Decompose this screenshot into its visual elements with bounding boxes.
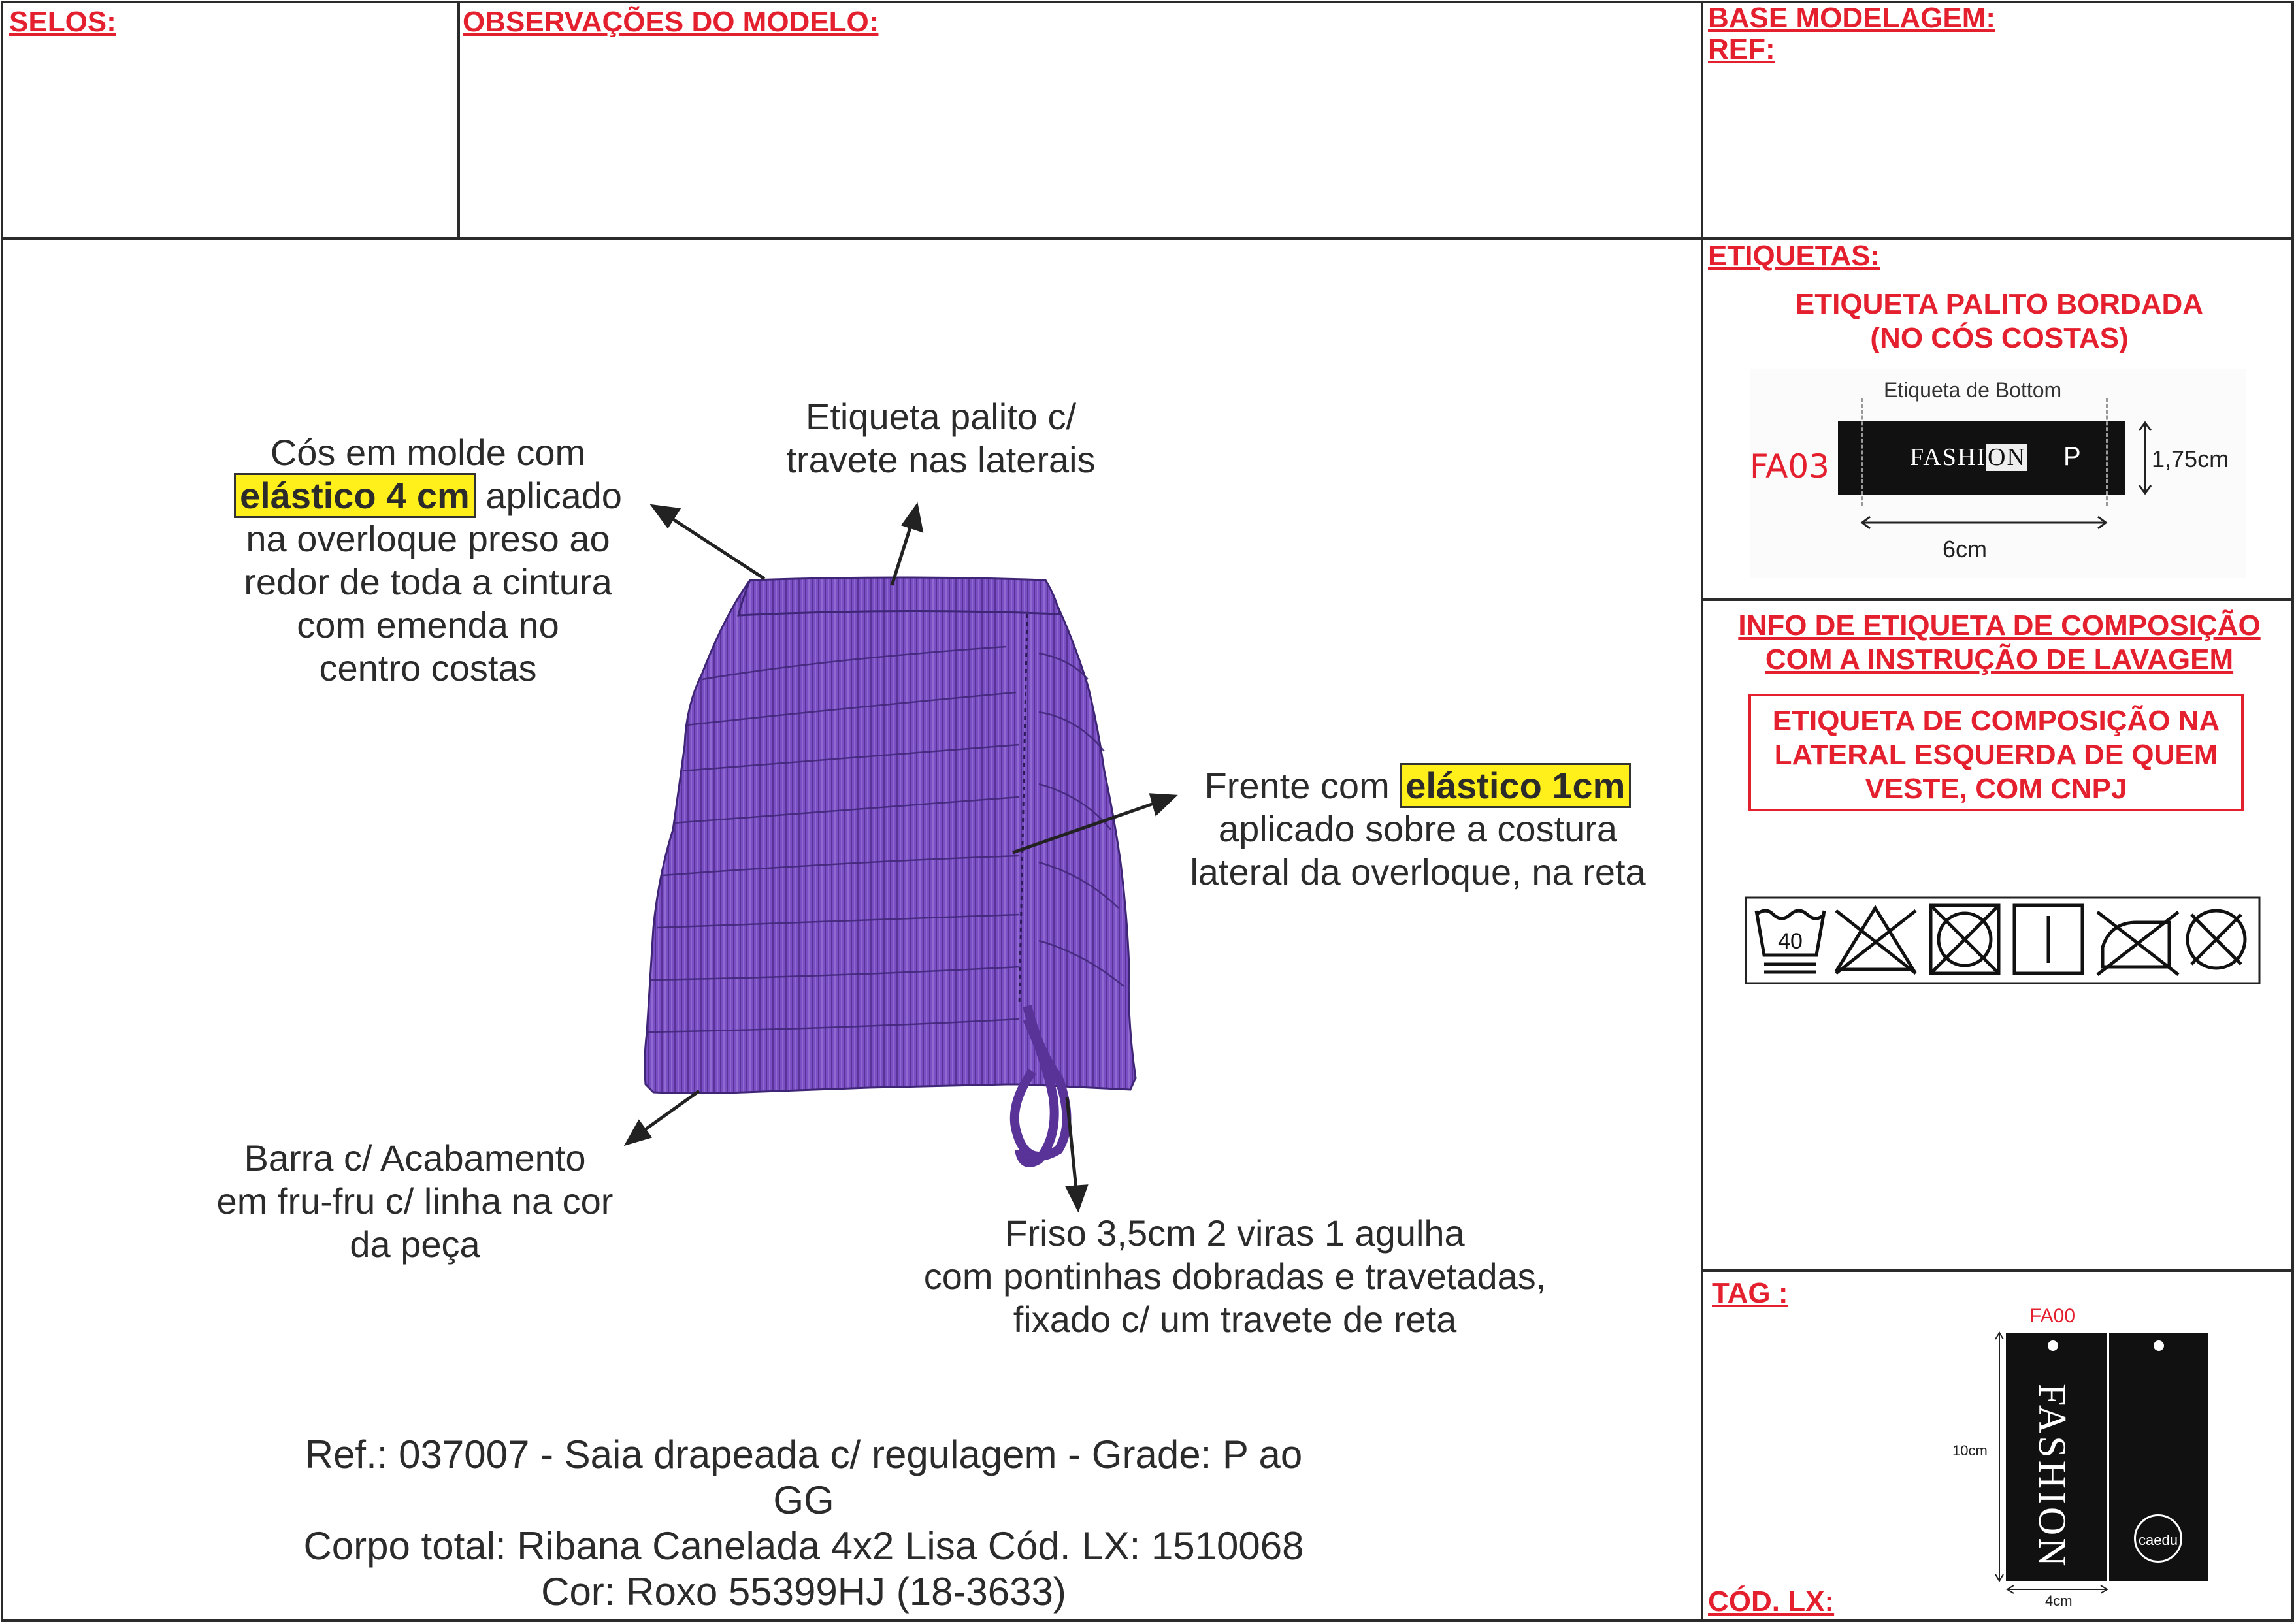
etiquetas-header: ETIQUETAS: — [1708, 240, 1880, 272]
frente-line-3: lateral da overloque, na reta — [1190, 851, 1646, 892]
barra-line-1: Barra c/ Acabamento — [244, 1137, 586, 1178]
frente-highlight: elástico 1cm — [1400, 763, 1631, 808]
ref-header: REF: — [1708, 33, 1775, 65]
frente-annotation — [1170, 764, 1666, 894]
cos-line-2-rest: aplicado — [475, 475, 622, 516]
etiqueta-dimension-arrows — [1750, 369, 2246, 578]
friso-line-3: fixado c/ um travete de reta — [1013, 1299, 1457, 1340]
etiqueta-palito-drawing — [1750, 369, 2246, 578]
wash-temp-label: 40 — [1778, 929, 1803, 954]
tag-width-label: 4cm — [2045, 1593, 2073, 1609]
frente-line-1-pre: Frente com — [1204, 765, 1400, 806]
etiqueta-palito-title — [1705, 287, 2293, 355]
selos-header: SELOS: — [9, 6, 116, 38]
info-composicao-header — [1705, 609, 2293, 677]
tag-height-label: 10cm — [1952, 1442, 1988, 1459]
skirt-waistband — [738, 577, 1060, 615]
composicao-box-line-2: LATERAL ESQUERDA DE QUEM — [1774, 739, 2218, 771]
cos-annotation — [196, 431, 660, 690]
tag-hole-back — [2154, 1340, 2164, 1351]
etiqueta-code: FA03 — [1750, 447, 1829, 485]
etiqueta-brand-b: ON — [1988, 444, 2026, 471]
etiqueta-annotation-line-1: Etiqueta palito c/ — [805, 396, 1077, 437]
frente-line-1 — [1170, 764, 1666, 807]
composicao-box — [1748, 694, 2244, 811]
base-modelagem-header: BASE MODELAGEM: — [1708, 2, 1995, 34]
cos-line-6: centro costas — [319, 647, 537, 689]
info-composicao-line-1: INFO DE ETIQUETA DE COMPOSIÇÃO — [1738, 609, 2261, 641]
care-symbols-strip — [1745, 896, 2261, 984]
etiqueta-height-label: 1,75cm — [2152, 446, 2229, 472]
frente-line-2: aplicado sobre a costura — [1218, 808, 1618, 849]
composicao-box-line-1: ETIQUETA DE COMPOSIÇÃO NA — [1772, 705, 2220, 737]
cos-line-5: com emenda no — [297, 604, 559, 645]
reference-line-1: Ref.: 037007 - Saia drapeada c/ regulagem - Grade: P ao GG — [304, 1433, 1303, 1522]
etiqueta-size: P — [2063, 442, 2081, 471]
etiqueta-annotation — [771, 395, 1111, 481]
reference-line-3: Cor: Roxo 55399HJ (18-3633) — [541, 1570, 1066, 1614]
etiqueta-palito-title-line: ETIQUETA PALITO BORDADA — [1795, 288, 2204, 320]
etiqueta-width-label: 6cm — [1943, 536, 1988, 562]
tag-logo: caedu — [2134, 1514, 2182, 1563]
observacoes-header: OBSERVAÇÕES DO MODELO: — [463, 6, 879, 38]
tag-dimension-arrows — [1986, 1326, 2117, 1600]
etiqueta-palito-subtitle-line: (NO CÓS COSTAS) — [1870, 322, 2129, 354]
reference-block — [274, 1432, 1333, 1615]
tag-back — [2109, 1333, 2208, 1581]
reference-line-2: Corpo total: Ribana Canelada 4x2 Lisa Cód. LX: 1510068 — [303, 1524, 1304, 1568]
barra-line-3: da peça — [350, 1224, 480, 1265]
info-composicao-line-2: COM A INSTRUÇÃO DE LAVAGEM — [1765, 643, 2234, 675]
cos-line-4: redor de toda a cintura — [244, 561, 612, 602]
friso-line-2: com pontinhas dobradas e travetadas, — [923, 1256, 1547, 1297]
tag-brand: FASHION — [2031, 1384, 2074, 1569]
friso-annotation — [889, 1212, 1581, 1341]
tag-header: TAG : — [1712, 1277, 1788, 1309]
cos-line-3: na overloque preso ao — [246, 518, 610, 559]
barra-line-2: em fru-fru c/ linha na cor — [216, 1180, 614, 1222]
cos-line-1: Cós em molde com — [270, 432, 586, 473]
barra-annotation — [183, 1137, 647, 1266]
tag-code: FA00 — [2029, 1305, 2076, 1327]
etiqueta-caption: Etiqueta de Bottom — [1884, 378, 2062, 402]
etiqueta-brand-a: FASHI — [1910, 444, 1986, 471]
cos-line-2 — [196, 474, 660, 517]
friso-line-1: Friso 3,5cm 2 viras 1 agulha — [1005, 1212, 1465, 1254]
cos-highlight: elástico 4 cm — [234, 473, 476, 518]
cod-lx-header: CÓD. LX: — [1708, 1585, 1835, 1617]
composicao-box-line-3: VESTE, COM CNPJ — [1865, 773, 2127, 805]
etiqueta-annotation-line-2: travete nas laterais — [786, 439, 1096, 480]
